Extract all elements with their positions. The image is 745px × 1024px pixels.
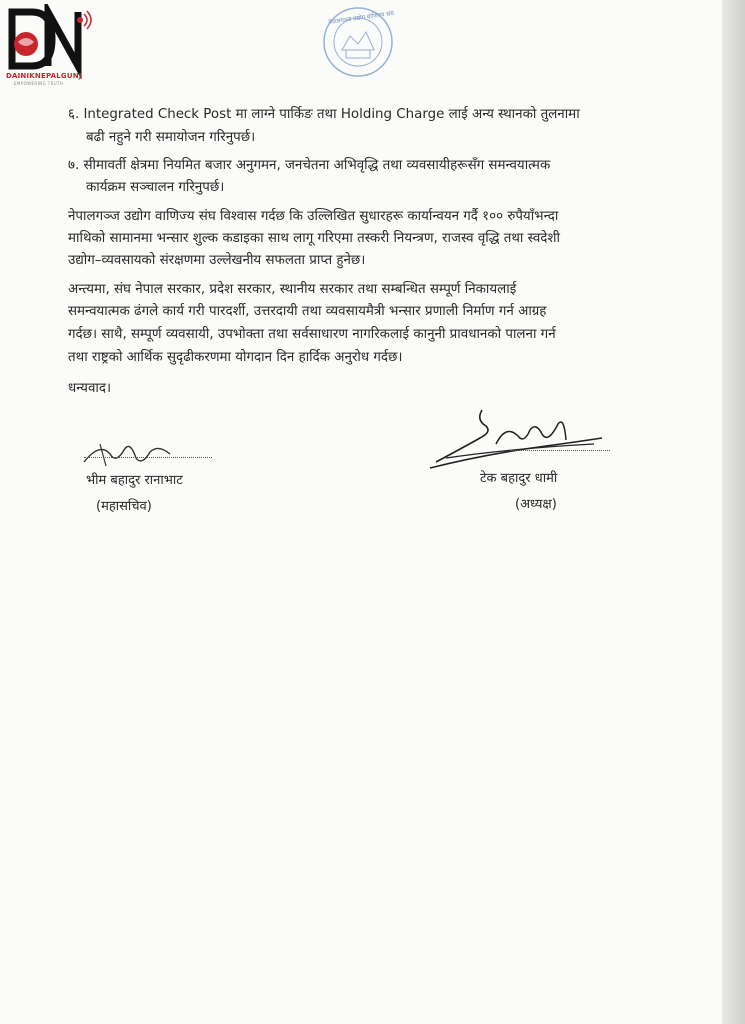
signatory-right-title: (अध्यक्ष) — [515, 497, 557, 512]
signature-line-right — [510, 450, 610, 451]
paragraph-2-line-4: तथा राष्ट्रको आर्थिक सुदृढीकरणमा योगदान दिन हार्दिक अनुरोध गर्दछ। — [68, 350, 403, 365]
item-6-line-2: बढी नहुने गरी समायोजन गरिनुपर्छ। — [86, 130, 256, 145]
seal-text: नेपालगञ्ज उद्योग वाणिज्य संघ — [327, 9, 395, 27]
signatory-left-title: (महासचिव) — [96, 499, 152, 514]
paragraph-1-line-3: उद्योग–व्यवसायको संरक्षणमा उल्लेखनीय सफलता प्राप्त हुनेछ। — [68, 253, 366, 268]
paragraph-2-line-3: गर्दछ। साथै, सम्पूर्ण व्यवसायी, उपभोक्ता तथा सर्वसाधारण नागरिकलाई कानुनी प्रावधानको पालना गर्न — [68, 327, 556, 342]
item-6-line-1: ६. Integrated Check Post मा लाग्ने पार्किङ तथा Holding Charge लाई अन्य स्थानको तुलनामा — [68, 107, 580, 122]
paragraph-1-line-1: नेपालगञ्ज उद्योग वाणिज्य संघ विश्वास गर्दछ कि उल्लिखित सुधारहरू कार्यान्वयन गर्दै १०० रुपैयाँभन्दा — [68, 209, 559, 224]
signatory-right-name: टेक बहादुर धामी — [480, 471, 558, 486]
signature-general-secretary-icon — [80, 432, 190, 472]
logo-brand-text: DAINIKNEPALGUNJ — [6, 72, 82, 80]
page-edge — [722, 0, 745, 1024]
signature-line-left — [84, 457, 212, 458]
paragraph-1-line-2: माथिको सामानमा भन्सार शुल्क कडाइका साथ लागू गरिएमा तस्करी नियन्त्रण, राजस्व वृद्धि तथा स्वदेशी — [68, 231, 560, 246]
closing-text: धन्यवाद। — [68, 381, 112, 396]
paragraph-2-line-1: अन्त्यमा, संघ नेपाल सरकार, प्रदेश सरकार, स्थानीय सरकार तथा सम्बन्धित सम्पूर्ण निकायलाई — [68, 282, 517, 297]
item-7-line-2: कार्यक्रम सञ्चालन गरिनुपर्छ। — [86, 180, 225, 195]
logo-tagline: EMPOWERING TRUTH — [14, 81, 64, 86]
signatory-left-name: भीम बहादुर रानाभाट — [86, 473, 183, 488]
paragraph-2-line-2: समन्वयात्मक ढंगले कार्य गरी पारदर्शी, उत्तरदायी तथा व्यवसायमैत्री भन्सार प्रणाली निर्माण गर्न आग्रह — [68, 304, 547, 319]
signature-president-icon — [426, 404, 606, 476]
item-7-line-1: ७. सीमावर्ती क्षेत्रमा नियमित बजार अनुगमन, जनचेतना अभिवृद्धि तथा व्यवसायीहरूसँग समन्वयात्मक — [68, 158, 551, 173]
